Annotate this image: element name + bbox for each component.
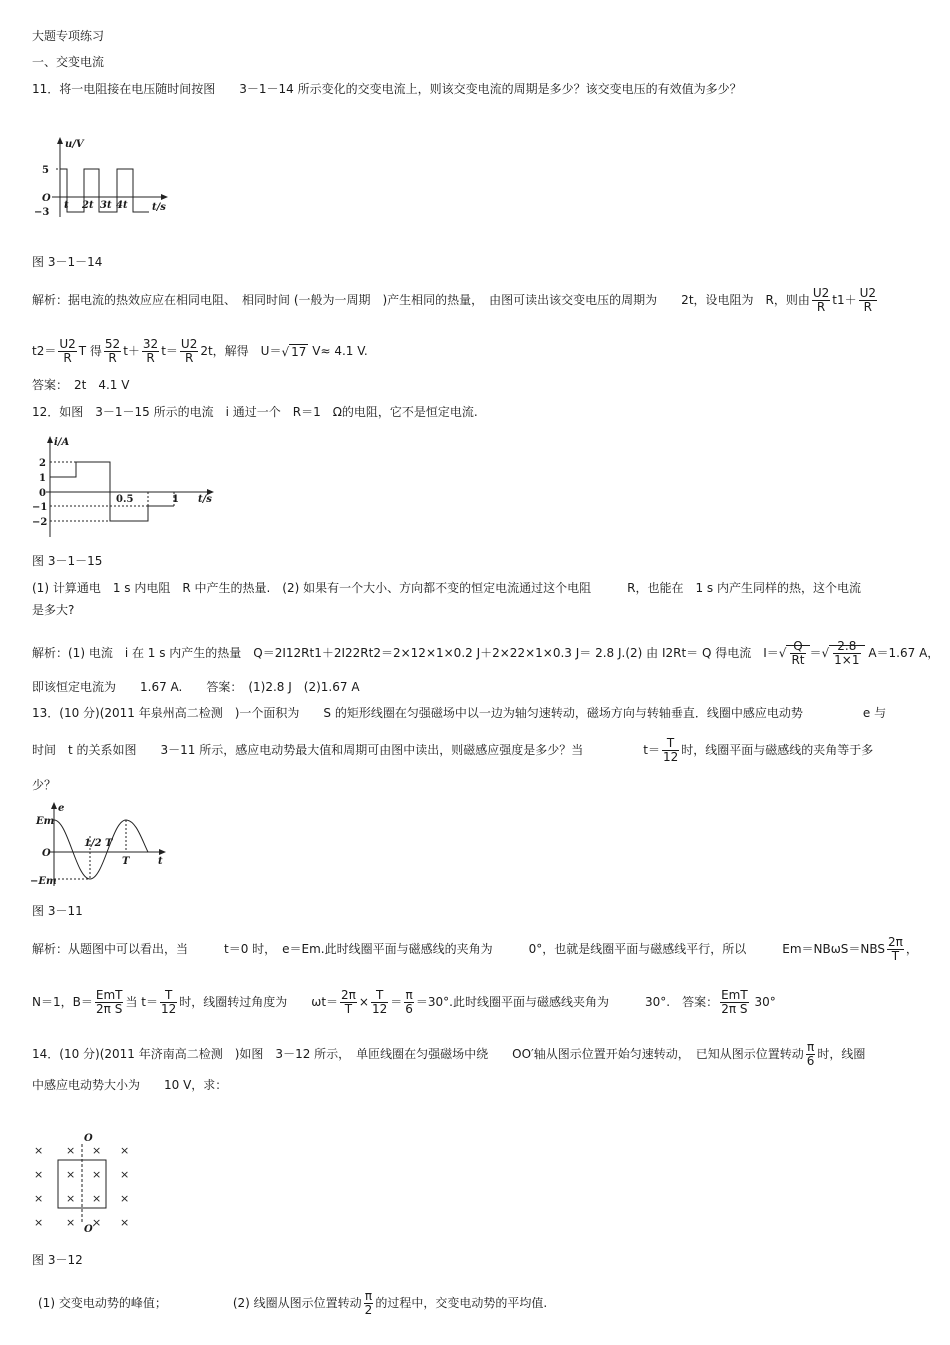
figure-3-1-14: [32, 135, 172, 225]
x-tick-2t: 2t: [82, 200, 94, 211]
q13-question-line2: 时间 t 的关系如图 3－11 所示，感应电动势最大值和周期可由图中读出，则磁感应强度是多少？当 t＝ $\frac{T}{12}$ 时，线圈平面与磁感线的夹角等于多: [32, 736, 874, 764]
y-axis-arrow: [47, 436, 53, 443]
subsection-title: 一、交变电流: [32, 55, 105, 69]
svg-text:×: ×: [92, 1192, 102, 1205]
fraction: $\frac{\text{EmT}}{\text{2π S}}$: [721, 988, 748, 1016]
svg-text:×: ×: [34, 1192, 44, 1205]
y-tick-neg2: −2: [32, 517, 48, 528]
y-axis-label: u/V: [65, 139, 84, 150]
square-root: √ $\frac{Q}{Rt}$: [779, 640, 810, 667]
svg-text:×: ×: [34, 1144, 44, 1157]
svg-text:×: ×: [92, 1144, 102, 1157]
square-root: √ $\frac{2.8}{1\times 1}$: [822, 640, 865, 667]
q13-analysis-line1: 解析：从题图中可以看出，当 t＝0 时， e＝Em.此时线圈平面与磁感线的夹角为 0°，也就是线圈平面与磁感线平行，所以 Em＝NBωS＝NBS $\frac{2\pi}{T}$ ，: [32, 935, 918, 963]
x-axis-label: t/s: [152, 202, 166, 213]
fraction: $\frac{U2}{R}$: [59, 337, 76, 365]
y-tick-neg-em: −Em: [30, 876, 57, 887]
axis-bottom-label: O′: [84, 1224, 96, 1235]
svg-text:×: ×: [120, 1192, 130, 1205]
figure-caption-3-12: 图 3－12: [32, 1253, 83, 1267]
x-axis-label: t/s: [198, 494, 212, 505]
x-tick-0.5: 0.5: [116, 494, 134, 505]
fraction: $\frac{T}{12}$: [161, 988, 177, 1016]
y-axis-label: i/A: [54, 437, 70, 448]
svg-text:×: ×: [66, 1216, 76, 1229]
origin-label: O: [42, 848, 51, 859]
fraction: $\frac{\pi}{6}$: [405, 988, 413, 1016]
y-axis-arrow: [57, 137, 63, 144]
figure-3-1-15: [30, 432, 220, 542]
q11-analysis-line2: t2＝ $\frac{U2}{R}$ T 得 $\frac{52}{R}$ t＋ $\frac{32}{R}$ t＝ $\frac{U2}{R}$ 2t，解得 U＝√ 17 V≈ 4.1 V.: [32, 337, 368, 365]
q14-question-line2: 中感应电动势大小为 10 V，求：: [32, 1078, 228, 1092]
q11-analysis-line1: 解析：据电流的热效应应在相同电阻、 相同时间 (一般为一周期 )产生相同的热量， 由图可读出该交变电压的周期为 2t，设电阻为 R，则由 $\frac{U2}{R}$ t1＋ $\frac{U2}{R}$: [32, 286, 877, 314]
origin-label: O: [42, 193, 51, 204]
q13-analysis-line2: N＝1，B＝ $\frac{\text{EmT}}{\text{2π S}}$ 当 t＝ $\frac{T}{12}$ 时，线圈转过角度为 ωt＝ $\frac{2\pi}{T}$ × $\frac{T}{12}$ ＝ $\frac{\pi}{6}$ ＝30°.此时线圈平面与磁感线夹角为 30°. 答案： $\frac{\text{EmT}}{\text{2π S}}$ 30°: [32, 988, 776, 1016]
y-tick-neg3: −3: [34, 207, 50, 218]
y-tick-neg1: −1: [32, 502, 48, 513]
figure-caption-3-1-14: 图 3－1－14: [32, 255, 103, 269]
q14-subquestions: (1) 交变电动势的峰值； (2) 线圈从图示位置转动 $\frac{\pi}{2}$ 的过程中，交变电动势的平均值.: [38, 1289, 548, 1317]
q14-question-line1: 14．(10 分)(2011 年济南高二检测 )如图 3－12 所示， 单匝线圈在匀强磁场中绕 OO′轴从图示位置开始匀速转动， 已知从图示位置转动 $\frac{\pi}{6}$ 时，线圈: [32, 1040, 866, 1068]
x-tick-3t: 3t: [100, 200, 112, 211]
q11-analysis-text: 解析：据电流的热效应应在相同电阻、 相同时间 (一般为一周期 )产生相同的热量， 由图可读出该交变电压的周期为 2t，设电阻为 R，则由: [32, 293, 810, 307]
y-tick-em: Em: [36, 816, 55, 827]
x-tick-t: t: [64, 200, 69, 211]
fraction: $\frac{T}{12}$: [371, 988, 388, 1016]
q12-question-part-a: (1) 计算通电 1 s 内电阻 R 中产生的热量. (2) 如果有一个大小、方向都不变的恒定电流通过这个电阻 R，也能在 1 s 内产生同样的热，这个电流: [32, 581, 861, 595]
svg-text:×: ×: [34, 1168, 44, 1181]
svg-text:×: ×: [66, 1192, 76, 1205]
svg-text:×: ×: [92, 1168, 102, 1181]
question-12: 12．如图 3－1－15 所示的电流 i 通过一个 R＝1 Ω的电阻，它不是恒定电流.: [32, 405, 478, 419]
y-tick-5: 5: [42, 165, 49, 176]
fraction: $\frac{2\pi}{T}$: [341, 988, 356, 1016]
q13-question-line3: 少？: [32, 778, 57, 792]
svg-text:×: ×: [92, 1216, 102, 1229]
y-tick-0: 0: [39, 488, 46, 499]
q12-conclusion: 即该恒定电流为 1.67 A. 答案： (1)2.8 J (2)1.67 A: [32, 680, 360, 694]
figure-caption-3-11: 图 3－11: [32, 904, 83, 918]
q12-analysis: 解析：(1) 电流 i 在 1 s 内产生的热量 Q＝2I12Rt1＋2I22Rt2＝2×12×1×0.2 J＋2×22×1×0.3 J＝ 2.8 J.(2) 由 I2Rt＝ Q 得电流 I＝√ $\frac{Q}{Rt}$ ＝√ $\frac{2.8}{1\times 1}$ A＝1.67 A，: [32, 639, 940, 667]
fraction: $\frac{32}{R}$: [142, 337, 159, 365]
section-title: 大题专项练习: [32, 29, 105, 43]
x-axis-arrow: [161, 194, 168, 200]
fraction: $\frac{\pi}{2}$: [364, 1289, 373, 1317]
fraction: $\frac{2\pi}{T}$: [888, 935, 903, 963]
cosine-curve: [54, 820, 148, 879]
y-tick-1: 1: [39, 473, 46, 484]
svg-text:×: ×: [66, 1144, 76, 1157]
y-tick-2: 2: [39, 458, 46, 469]
fraction: $\frac{\pi}{6}$: [806, 1040, 815, 1068]
svg-text:×: ×: [120, 1144, 130, 1157]
fraction: $\frac{T}{12}$: [662, 736, 679, 764]
svg-text:×: ×: [120, 1168, 130, 1181]
figure-3-12: [30, 1128, 140, 1238]
square-root: √ 17: [281, 344, 307, 359]
axis-top-label: O: [84, 1133, 93, 1144]
fraction: $\frac{U2}{R}$: [859, 286, 877, 314]
figure-3-11: [30, 800, 170, 890]
period-label: T: [122, 856, 130, 867]
figure-caption-3-1-15: 图 3－1－15: [32, 554, 103, 568]
x-axis-arrow: [159, 849, 166, 855]
x-tick-4t: 4t: [116, 200, 128, 211]
svg-text:×: ×: [66, 1168, 76, 1181]
question-11: 11．将一电阻接在电压随时间按图 3－1－14 所示变化的交变电流上，则该交变电流的周期是多少？该交变电压的有效值为多少？: [32, 82, 742, 96]
half-period-label: 1/2 T: [84, 838, 113, 849]
x-axis-label: t: [158, 856, 163, 867]
x-tick-1: 1: [172, 494, 179, 505]
svg-text:×: ×: [34, 1216, 44, 1229]
y-axis-arrow: [51, 802, 57, 809]
y-axis-label: e: [58, 803, 65, 814]
fraction: $\frac{52}{R}$: [104, 337, 121, 365]
fraction: $\frac{U2}{R}$: [180, 337, 198, 365]
q13-question-line1: 13．(10 分)(2011 年泉州高二检测 )一个面积为 S 的矩形线圈在匀强磁场中以一边为轴匀速转动，磁场方向与转轴垂直．线圈中感应电动势 e 与: [32, 706, 887, 720]
q11-answer: 答案： 2t 4.1 V: [32, 378, 130, 392]
q12-question-part-b: 是多大?: [32, 603, 75, 617]
fraction: $\frac{U2}{R}$: [812, 286, 830, 314]
fraction: $\frac{\text{EmT}}{\text{2π S}}$: [95, 988, 123, 1016]
svg-text:×: ×: [120, 1216, 130, 1229]
